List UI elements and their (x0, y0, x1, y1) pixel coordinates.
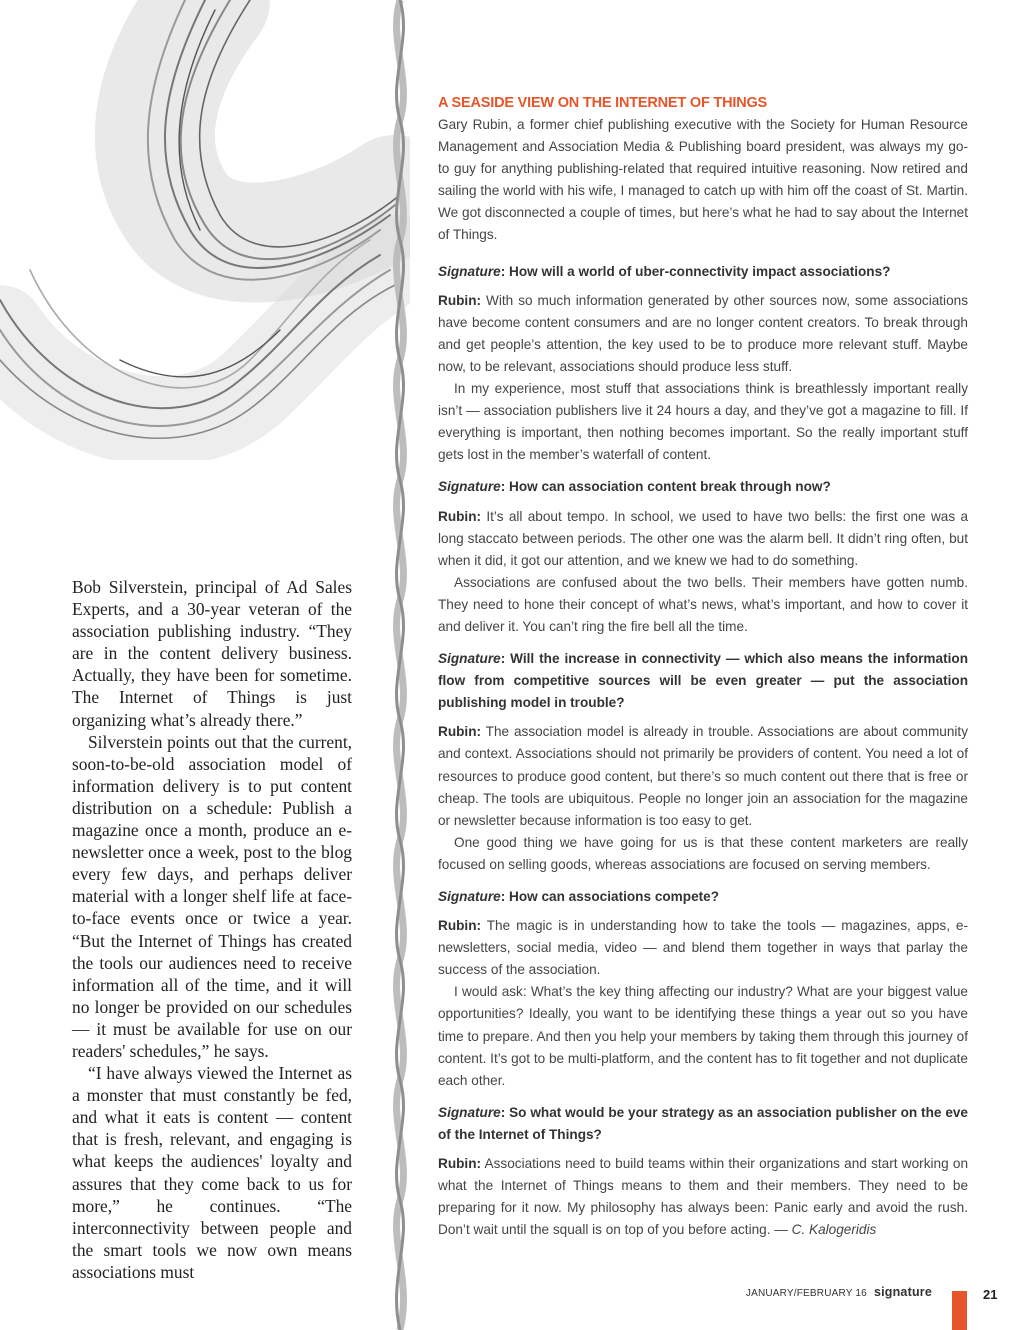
answer-text: Associations need to build teams within their organizations and start working on what the Internet of Things means to them and their members. They need to be preparing for it now. My philosophy has always been: Panic early and avoid the rush. Don’t wait until the squall is on top of you before acting. — (438, 1156, 968, 1238)
sidebar-interview (438, 92, 968, 1241)
author-signature: C. Kalogeridis (791, 1222, 877, 1238)
answer-label: Rubin: (438, 724, 482, 740)
question-text: How can association content break through now? (509, 479, 831, 495)
magazine-name: signature (873, 1285, 932, 1299)
question-label: Signature (438, 651, 501, 667)
interview-answer (438, 915, 968, 981)
accent-bar (952, 1291, 967, 1330)
interview-question: Signature: So what would be your strategy as an association publisher on the eve of the Internet of Things? (438, 1104, 968, 1142)
interview-answer (438, 290, 968, 378)
article-paragraph: Bob Silverstein, principal of Ad Sales Experts, and a 30-year veteran of the association publishing industry. “They are in the content delivery business. Actually, they have been for sometime. The Internet of Things is just organizing what’s already there.” (72, 577, 352, 730)
question-label: Signature (438, 889, 501, 904)
interview-question: Signature: How can association content break through now? (438, 479, 831, 495)
interview-answer (438, 721, 968, 831)
answer-label: Rubin: (438, 508, 482, 524)
wire-sculpture-image (0, 0, 410, 460)
answer-label: Rubin: (438, 918, 482, 934)
interview-question: Signature: How will a world of uber-connectivity impact associations? (438, 263, 891, 279)
interview-question: Signature: Will the increase in connectivity — which also means the information flow from competitive sources will be even greater — put the association publishing model in trouble? (438, 651, 968, 711)
answer-text: The association model is already in trouble. Associations are about community and context. Associations should not primarily be providers of content. You need a lot of resources to produce good content, but there’s so much content out there that is free or cheap. The tools are ubiquitous. People no longer join an association for the magazine or newsletter because information is too easy to get. (438, 724, 969, 828)
sidebar-intro: Gary Rubin, a former chief publishing executive with the Society for Human Resource Management and Association Media & Publishing board president, was always my go-to guy for anything publishing-related that required intuitive reasoning. Now retired and sailing the world with his wife, I managed to catch up with him off the coast of St. Martin. We got disconnected a couple of times, but here’s what he had to say about the Internet of Things. (438, 117, 968, 243)
question-label: Signature (438, 479, 501, 495)
issue-date: JANUARY/FEBRUARY 16 (745, 1288, 867, 1299)
interview-answer (438, 1153, 968, 1241)
sidebar-title: A SEASIDE VIEW ON THE INTERNET OF THINGS (438, 95, 768, 111)
answer-continued: I would ask: What’s the key thing affecting our industry? What are your biggest value opportunities? Ideally, you want to be identifying these things a year out so you have time to prepare. And then you help your members by taking them through this journey of content. It’s got to be multi-platform, and the content has to fit together and not duplicate each other. (438, 984, 968, 1088)
answer-continued: One good thing we have going for us is that these content marketers are really focused on selling goods, whereas associations are focused on serving members. (438, 834, 968, 872)
answer-text: The magic is in understanding how to take the tools — magazines, apps, e-newsletters, social media, video — and blend them together in ways that parlay the success of the association. (438, 918, 969, 978)
page-footer (746, 1285, 932, 1299)
answer-text: It’s all about tempo. In school, we used to have two bells: the first one was a long staccato between periods. The other one was the alarm bell. It didn’t ring often, but when it did, it got our attention, and we knew we had to do something. (438, 508, 968, 568)
article-paragraph: Silverstein points out that the current, soon-to-be-old association model of information delivery is to put content distribution on a schedule: Publish a magazine once a month, produce an e-newsletter once a week, post to the blog every few days, and perhaps deliver material with a longer shelf life at face-to-face events once or twice a year. “But the Internet of Things has created the tools our audiences need to receive information all of the time, and it will no longer be provided on our schedules — it must be available for use on our readers' schedules,” he says. (72, 731, 352, 1061)
question-text: So what would be your strategy as an association publisher on the eve of the Internet of Things? (438, 1104, 968, 1142)
question-label: Signature (438, 1104, 501, 1120)
article-column (72, 576, 352, 1283)
question-label: Signature (438, 263, 501, 279)
article-paragraph: “I have always viewed the Internet as a monster that must constantly be fed, and what it eats is content — content that is fresh, relevant, and engaging is what keeps the audiences' loyalty and assures that they come back to us for more,” he continues. “The interconnectivity between people and the smart tools we now own means associations must (72, 1063, 352, 1282)
question-text: How can associations compete? (509, 889, 720, 904)
interview-question: Signature: How can associations compete? (438, 889, 720, 904)
answer-continued: In my experience, most stuff that associations think is breathlessly important really isn’t — association publishers live it 24 hours a day, and they’ve got a magazine to fill. If everything is important, then nothing becomes important. So the really important stuff gets lost in the member’s waterfall of content. (438, 381, 968, 463)
answer-label: Rubin: (438, 1156, 482, 1172)
interview-answer (438, 506, 968, 572)
rope-divider (380, 0, 420, 1330)
answer-label: Rubin: (438, 292, 482, 308)
question-text: How will a world of uber-connectivity impact associations? (509, 263, 891, 279)
answer-text: With so much information generated by other sources now, some associations have become content consumers and are no longer content creators. To break through and get people’s attention, the key used to be to produce more relevant stuff. Maybe now, to be relevant, associations should produce less stuff. (438, 292, 968, 374)
page-number: 21 (983, 1287, 998, 1302)
answer-continued: Associations are confused about the two bells. Their members have gotten numb. They need to hone their concept of what’s news, what’s important, and how to cover it and deliver it. You can’t ring the fire bell all the time. (438, 574, 968, 634)
question-text: Will the increase in connectivity — which also means the information flow from competitive sources will be even greater — put the association publishing model in trouble? (438, 651, 968, 711)
